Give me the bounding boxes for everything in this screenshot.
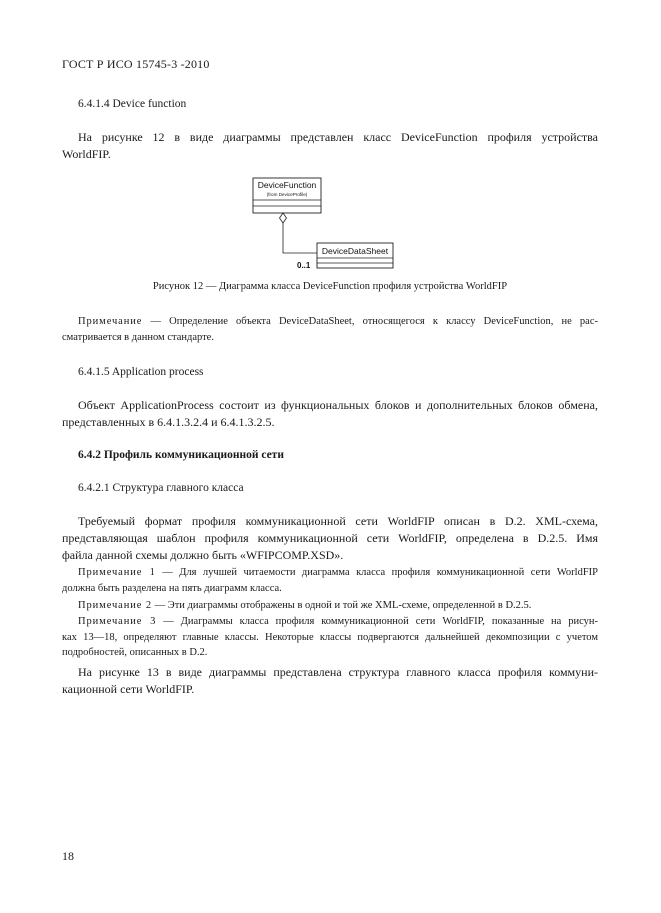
note-devicefunction [62, 314, 598, 345]
note-text: должна быть разделена на пять диаграмм класса. [62, 582, 282, 594]
para-line: На рисунке 12 в виде диаграммы представлен класс DeviceFunction профиля устройства [78, 130, 598, 144]
multiplicity-label: 0..1 [297, 261, 311, 270]
figure-12-diagram [250, 175, 400, 273]
class-devicefunction-name: DeviceFunction [257, 180, 317, 190]
para-line: Объект ApplicationProcess состоит из функциональных блоков и дополнительных блоков обмена, [78, 398, 598, 412]
para-line: Требуемый формат профиля коммуникационной сети WorldFIP описан в D.2. XML-схема, [78, 514, 598, 528]
section-6414-heading: 6.4.1.4 Device function [78, 98, 187, 110]
section-6415-paragraph [62, 397, 598, 431]
aggregation-connector [280, 213, 318, 270]
section-6415-heading: 6.4.1.5 Application process [78, 366, 204, 378]
page-number: 18 [62, 849, 74, 863]
note-text: — Определение объекта DeviceDataSheet, относящегося к классу DeviceFunction, не рас- [142, 316, 598, 327]
para-line: файла данной схемы должно быть «WFIPCOMP.XSD». [62, 548, 344, 562]
section-642-heading: 6.4.2 Профиль коммуникационной сети [78, 449, 284, 461]
section-6414-paragraph [62, 129, 598, 163]
note-label: Примечание 1 [78, 567, 156, 578]
note-text: — Для лучшей читаемости диаграмма класса профиля коммуникационной сети WorldFIP [155, 567, 598, 578]
note-3 [62, 614, 598, 661]
para-line: представленных в 6.4.1.3.2.4 и 6.4.1.3.2.5. [62, 415, 275, 429]
section-6421-paragraph [62, 513, 598, 564]
note-text: сматривается в данном стандарте. [62, 331, 214, 343]
class-devicefunction-stereotype: (from DeviceProfile) [266, 192, 308, 197]
note-2 [62, 598, 598, 614]
para-line: WorldFIP. [62, 147, 111, 161]
note-label: Примечание 2 [78, 600, 153, 611]
section-6421-heading: 6.4.2.1 Структура главного класса [78, 482, 244, 494]
para-line: представляющая шаблон профиля коммуникационной сети WorldFIP, определена в D.2.5. Имя [62, 531, 598, 545]
note-label: Примечание 3 [78, 616, 157, 627]
para-line: кационной сети WorldFIP. [62, 682, 195, 696]
note-1 [62, 565, 598, 596]
note-text: подробностей, описанных в D.2. [62, 647, 208, 658]
note-text: — Диаграммы класса профиля коммуникационной сети WorldFIP, показанные на рисун- [156, 616, 598, 627]
figure-12-caption: Рисунок 12 — Диаграмма класса DeviceFunction профиля устройства WorldFIP [152, 281, 508, 292]
note-text: — Эти диаграммы отображены в одной и той же XML-схеме, определенной в D.2.5. [152, 600, 532, 611]
class-devicefunction-box [253, 178, 321, 213]
note-label: Примечание [78, 316, 143, 327]
note-text: ках 13—18, определяют главные классы. Некоторые классы подвергаются дальнейшей декомпозиции с учетом [62, 631, 598, 643]
document-header: ГОСТ Р ИСО 15745-3 -2010 [62, 57, 210, 71]
para-line: На рисунке 13 в виде диаграммы представлена структура главного класса профиля коммуни- [78, 665, 598, 679]
final-paragraph [62, 664, 598, 698]
class-devicedatasheet-name: DeviceDataSheet [321, 246, 389, 256]
class-devicedatasheet-box [317, 243, 393, 268]
aggregation-diamond-icon [280, 213, 287, 223]
